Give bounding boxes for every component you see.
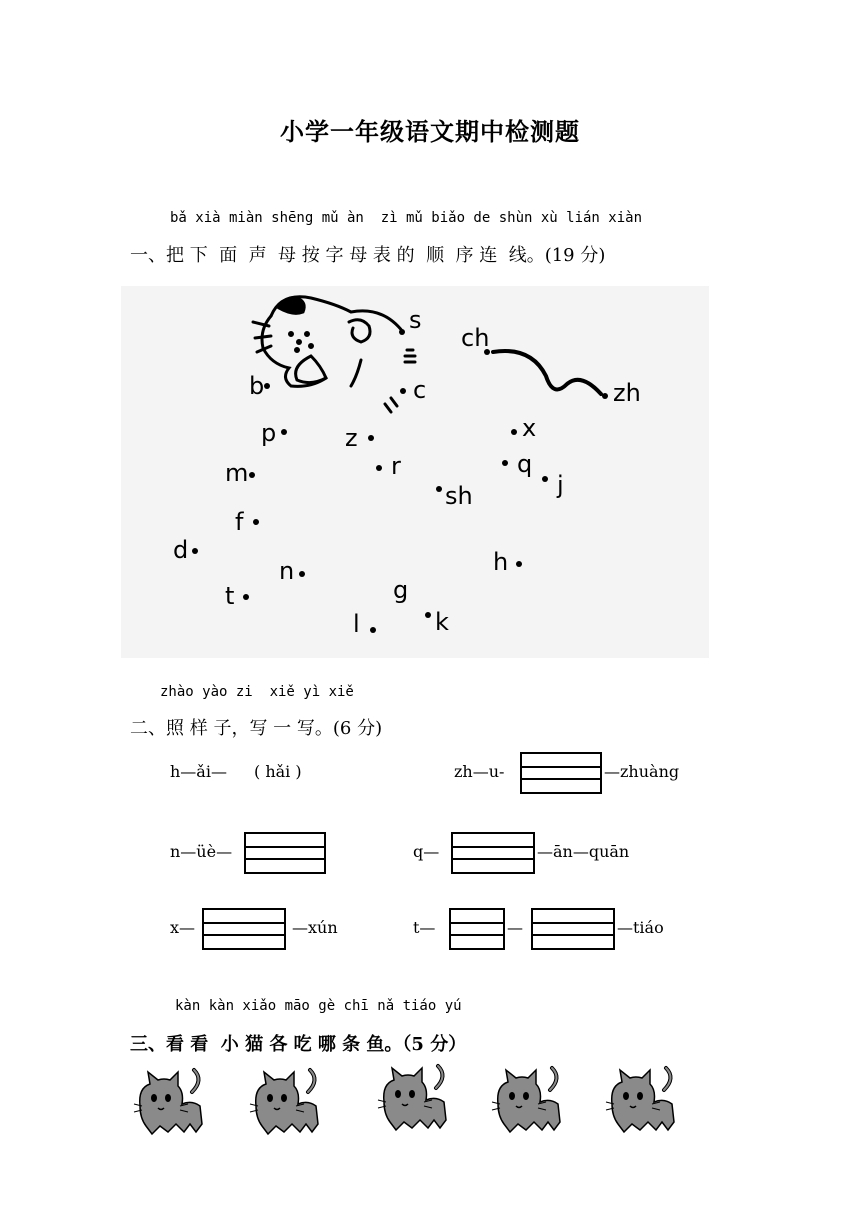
letter-q: q xyxy=(517,450,533,478)
answer-box-2[interactable] xyxy=(244,832,326,874)
section1-pinyin: bǎ xià miàn shēng mǔ àn zì mǔ biǎo de shùn xù lián xiàn xyxy=(170,210,643,226)
puzzle-drawing xyxy=(121,286,709,658)
cat-icon xyxy=(490,1064,566,1136)
row3-right-prefix: t— xyxy=(413,918,436,937)
cat-icon xyxy=(132,1066,208,1138)
answer-box-4[interactable] xyxy=(202,908,286,950)
row3-left-prefix: x— xyxy=(170,918,196,937)
section2-pinyin: zhào yào zi xiě yì xiě xyxy=(160,684,354,700)
section3-pinyin: kàn kàn xiǎo māo gè chī nǎ tiáo yú xyxy=(175,998,462,1014)
answer-box-3[interactable] xyxy=(451,832,535,874)
letter-r: r xyxy=(391,452,401,480)
row1-right-prefix: zh—u- xyxy=(454,762,505,781)
letter-b: b xyxy=(249,372,265,400)
answer-box-1[interactable] xyxy=(520,752,602,794)
row3-left-suffix: —xún xyxy=(292,918,338,937)
row2-right-prefix: q— xyxy=(413,842,440,861)
letter-m: m xyxy=(225,459,249,487)
page-title: 小学一年级语文期中检测题 xyxy=(280,118,580,146)
example-syllable: h—ǎi— xyxy=(170,762,227,781)
row2-left-prefix: n—üè— xyxy=(170,842,233,861)
letter-f: f xyxy=(235,508,244,536)
letter-k: k xyxy=(435,608,449,636)
letter-z: z xyxy=(345,424,358,452)
mouse-head-illustration xyxy=(253,297,415,412)
letter-g: g xyxy=(393,576,409,604)
letter-c: c xyxy=(413,376,427,404)
mouse-tail-illustration xyxy=(493,351,601,394)
letter-l: l xyxy=(353,610,360,638)
letter-h: h xyxy=(493,548,509,576)
row1-right-suffix: —zhuàng xyxy=(604,762,680,781)
letter-d: d xyxy=(173,536,189,564)
cat-icon xyxy=(376,1062,452,1134)
connect-the-dots-puzzle[interactable] xyxy=(121,286,709,658)
section2-heading: 二、照 样 子，写 一 写。(6 分) xyxy=(130,718,383,739)
row2-right-suffix: —ān—quān xyxy=(537,842,630,861)
example-answer: ( hǎi ) xyxy=(254,762,302,781)
row3-right-middle: — xyxy=(507,918,523,937)
answer-box-5[interactable] xyxy=(449,908,505,950)
letter-sh: sh xyxy=(445,482,473,510)
letter-ch: ch xyxy=(461,324,490,352)
section1-heading: 一、把 下 面 声 母 按 字 母 表 的 顺 序 连 线。(19 分) xyxy=(130,245,606,266)
cat-icon xyxy=(604,1064,680,1136)
letter-zh: zh xyxy=(613,379,641,407)
row3-right-suffix: —tiáo xyxy=(617,918,664,937)
answer-box-6[interactable] xyxy=(531,908,615,950)
letter-n: n xyxy=(279,557,295,585)
cat-icon xyxy=(248,1066,324,1138)
section3-heading: 三、看 看 小 猫 各 吃 哪 条 鱼。（5 分） xyxy=(130,1034,467,1055)
letter-j: j xyxy=(557,471,564,499)
letter-s: s xyxy=(409,306,422,334)
letter-x: x xyxy=(522,414,537,442)
letter-p: p xyxy=(261,419,277,447)
letter-t: t xyxy=(225,582,235,610)
